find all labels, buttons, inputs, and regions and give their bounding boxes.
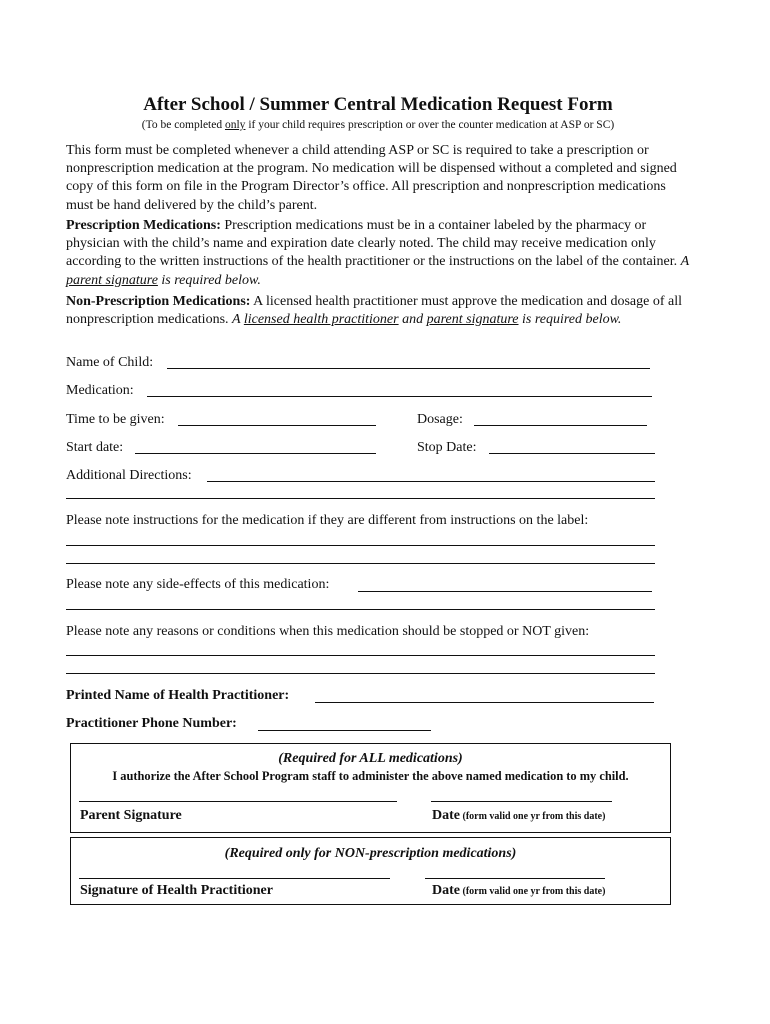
instructions-field-line-2[interactable] (66, 563, 655, 564)
start-date-field[interactable] (135, 453, 376, 454)
practitioner-name-field[interactable] (315, 702, 654, 703)
additional-directions-field-line-2[interactable] (66, 498, 655, 499)
stop-date-field[interactable] (489, 453, 655, 454)
time-to-be-given-label: Time to be given: (66, 412, 165, 427)
parent-signature-field[interactable] (79, 801, 397, 802)
prescription-heading: Prescription Medications: (66, 218, 221, 233)
practitioner-signature-box (70, 837, 671, 905)
practitioner-signature-label: Signature of Health Practitioner (80, 883, 273, 898)
time-to-be-given-field[interactable] (178, 425, 376, 426)
medication-field[interactable] (147, 396, 652, 397)
stop-date-label: Stop Date: (417, 440, 477, 455)
practitioner-date-label: Date (form valid one yr from this date) (432, 883, 606, 898)
practitioner-phone-field[interactable] (258, 730, 431, 731)
parent-authorization-box (70, 743, 671, 833)
nonprescription-heading: Non-Prescription Medications: (66, 294, 251, 309)
start-date-label: Start date: (66, 440, 124, 455)
side-effects-field[interactable] (358, 591, 652, 592)
parent-box-heading: (Required for ALL medications) (278, 751, 463, 766)
parent-date-field[interactable] (431, 801, 612, 802)
prescription-paragraph: Prescription Medications: Prescription medications must be in a container labeled by the pharmacy or physician with the child’s name and expiration date clearly noted. The child may receive medication only according to the written instructions of the health practitioner or the instructions on the label of the container. A parent signature is required below. (66, 218, 689, 288)
instructions-note-label: Please note instructions for the medication if they are different from instructions on the label: (66, 513, 589, 528)
name-of-child-field[interactable] (167, 368, 650, 369)
stop-conditions-field-line-1[interactable] (66, 655, 655, 656)
dosage-field[interactable] (474, 425, 647, 426)
name-of-child-label: Name of Child: (66, 355, 154, 370)
medication-label: Medication: (66, 383, 134, 398)
form-subtitle: (To be completed only if your child requires prescription or over the counter medication at ASP or SC) (141, 119, 615, 131)
dosage-label: Dosage: (417, 412, 463, 427)
intro-paragraph: This form must be completed whenever a child attending ASP or SC is required to take a prescription or nonprescription medication at the program. No medication will be dispensed without a completed and signed copy of this form on file in the Program Director’s office. All prescription and nonprescription medications must be hand delivered by the child’s parent. (66, 143, 677, 213)
additional-directions-field[interactable] (207, 481, 655, 482)
nonprescription-paragraph: Non-Prescription Medications: A licensed health practitioner must approve the medication and dosage of all nonprescription medications. A licensed health practitioner and parent signature is required below. (66, 294, 682, 328)
side-effects-label: Please note any side-effects of this medication: (66, 577, 330, 592)
instructions-field-line-1[interactable] (66, 545, 655, 546)
additional-directions-label: Additional Directions: (66, 468, 192, 483)
practitioner-box-heading: (Required only for NON-prescription medications) (224, 846, 517, 861)
parent-date-label: Date (form valid one yr from this date) (432, 808, 606, 823)
parent-signature-label: Parent Signature (80, 808, 182, 823)
side-effects-field-line-2[interactable] (66, 609, 655, 610)
subtitle-only-emphasis: only (224, 119, 246, 131)
stop-conditions-label: Please note any reasons or conditions when this medication should be stopped or NOT given: (66, 624, 590, 639)
practitioner-phone-label: Practitioner Phone Number: (66, 716, 237, 731)
practitioner-name-label: Printed Name of Health Practitioner: (66, 688, 290, 703)
parent-authorization-text: I authorize the After School Program staff to administer the above named medication to my child. (112, 769, 629, 783)
practitioner-signature-field[interactable] (79, 878, 390, 879)
form-title: After School / Summer Central Medication Request Form (143, 94, 613, 115)
practitioner-date-field[interactable] (425, 878, 605, 879)
stop-conditions-field-line-2[interactable] (66, 673, 655, 674)
